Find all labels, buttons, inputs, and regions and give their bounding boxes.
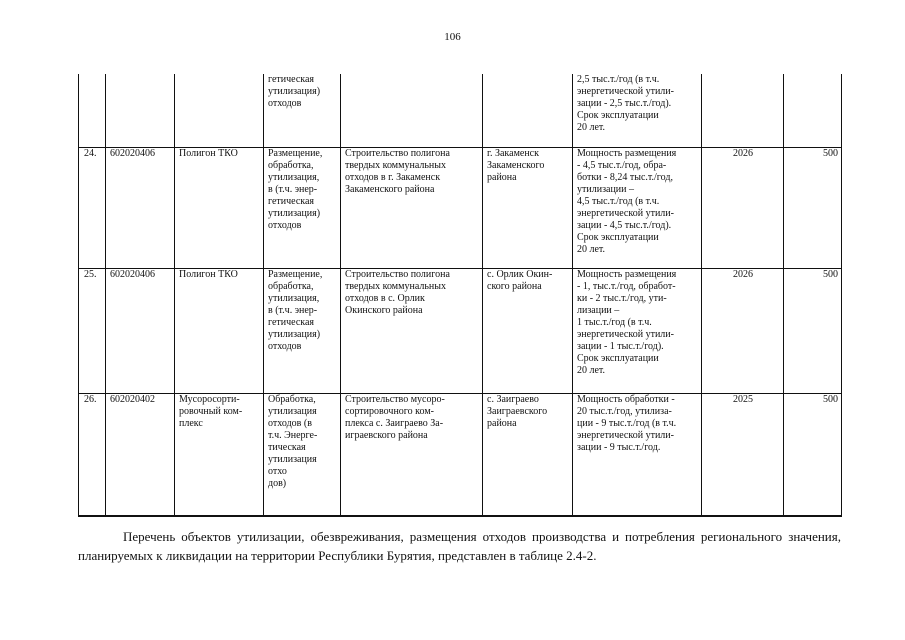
value-cell bbox=[784, 74, 842, 147]
location-cell: г. Закаменск Закаменского района bbox=[483, 147, 573, 268]
location-cell: с. Заиграево Заиграевского района bbox=[483, 393, 573, 516]
value-cell: 500 bbox=[784, 393, 842, 516]
code-cell: 602020406 bbox=[106, 268, 175, 393]
code-cell bbox=[106, 74, 175, 147]
objects-table bbox=[78, 74, 842, 517]
capacity-cell: Мощность размещения - 4,5 тыс.т./год, обра- ботки - 8,24 тыс.т./год, утилизации – 4,5 тыс.т./год (в т.ч. энергетической утили- зации - 4,5 тыс.т./год). Срок эксплуатации 20 лет. bbox=[573, 147, 702, 268]
object-name-cell: Полигон ТКО bbox=[175, 268, 264, 393]
purpose-cell: Размещение, обработка, утилизация, в (т.ч. энер- гетическая утилизация) отходов bbox=[264, 268, 341, 393]
measure-cell: Строительство мусоро- сортировочного ком- плекса с. Заиграево За- играевского района bbox=[341, 393, 483, 516]
capacity-cell: 2,5 тыс.т./год (в т.ч. энергетической утили- зации - 2,5 тыс.т./год). Срок эксплуатации 20 лет. bbox=[573, 74, 702, 147]
code-cell: 602020402 bbox=[106, 393, 175, 516]
purpose-cell: Обработка, утилизация отходов (в т.ч. Энерге- тическая утилизация отхо дов) bbox=[264, 393, 341, 516]
body-paragraph: Перечень объектов утилизации, обезвреживания, размещения отходов производства и потребления регионального значения, планируемых к ликвидации на территории Республики Бурятия, представлен в таблице 2.4-2. bbox=[78, 529, 841, 563]
page-number: 106 bbox=[444, 31, 461, 43]
code-cell: 602020406 bbox=[106, 147, 175, 268]
row-number-cell: 24. bbox=[79, 147, 106, 268]
capacity-cell: Мощность размещения - 1, тыс.т./год, обработ- ки - 2 тыс.т./год, ути- лизации – 1 тыс.т./год (в т.ч. энергетической утили- зации - 1 тыс.т./год). Срок эксплуатации 20 лет. bbox=[573, 268, 702, 393]
purpose-cell: гетическая утилизация) отходов bbox=[264, 74, 341, 147]
year-cell: 2026 bbox=[702, 268, 784, 393]
capacity-cell: Мощность обработки - 20 тыс.т./год, утилиза- ции - 9 тыс.т./год (в т.ч. энергетической утили- зации - 9 тыс.т./год. bbox=[573, 393, 702, 516]
row-number-cell: 25. bbox=[79, 268, 106, 393]
value-cell: 500 bbox=[784, 268, 842, 393]
table-row bbox=[79, 393, 842, 516]
year-cell: 2026 bbox=[702, 147, 784, 268]
location-cell: с. Орлик Окин- ского района bbox=[483, 268, 573, 393]
table-row bbox=[79, 74, 842, 147]
table-row bbox=[79, 147, 842, 268]
year-cell bbox=[702, 74, 784, 147]
purpose-cell: Размещение, обработка, утилизация, в (т.ч. энер- гетическая утилизация) отходов bbox=[264, 147, 341, 268]
table-row bbox=[79, 268, 842, 393]
location-cell bbox=[483, 74, 573, 147]
object-name-cell: Мусоросорти- ровочный ком- плекс bbox=[175, 393, 264, 516]
measure-cell: Строительство полигона твердых коммунальных отходов в г. Закаменск Закаменского района bbox=[341, 147, 483, 268]
row-number-cell bbox=[79, 74, 106, 147]
value-cell: 500 bbox=[784, 147, 842, 268]
object-name-cell: Полигон ТКО bbox=[175, 147, 264, 268]
object-name-cell bbox=[175, 74, 264, 147]
measure-cell bbox=[341, 74, 483, 147]
measure-cell: Строительство полигона твердых коммунальных отходов в с. Орлик Окинского района bbox=[341, 268, 483, 393]
year-cell: 2025 bbox=[702, 393, 784, 516]
row-number-cell: 26. bbox=[79, 393, 106, 516]
